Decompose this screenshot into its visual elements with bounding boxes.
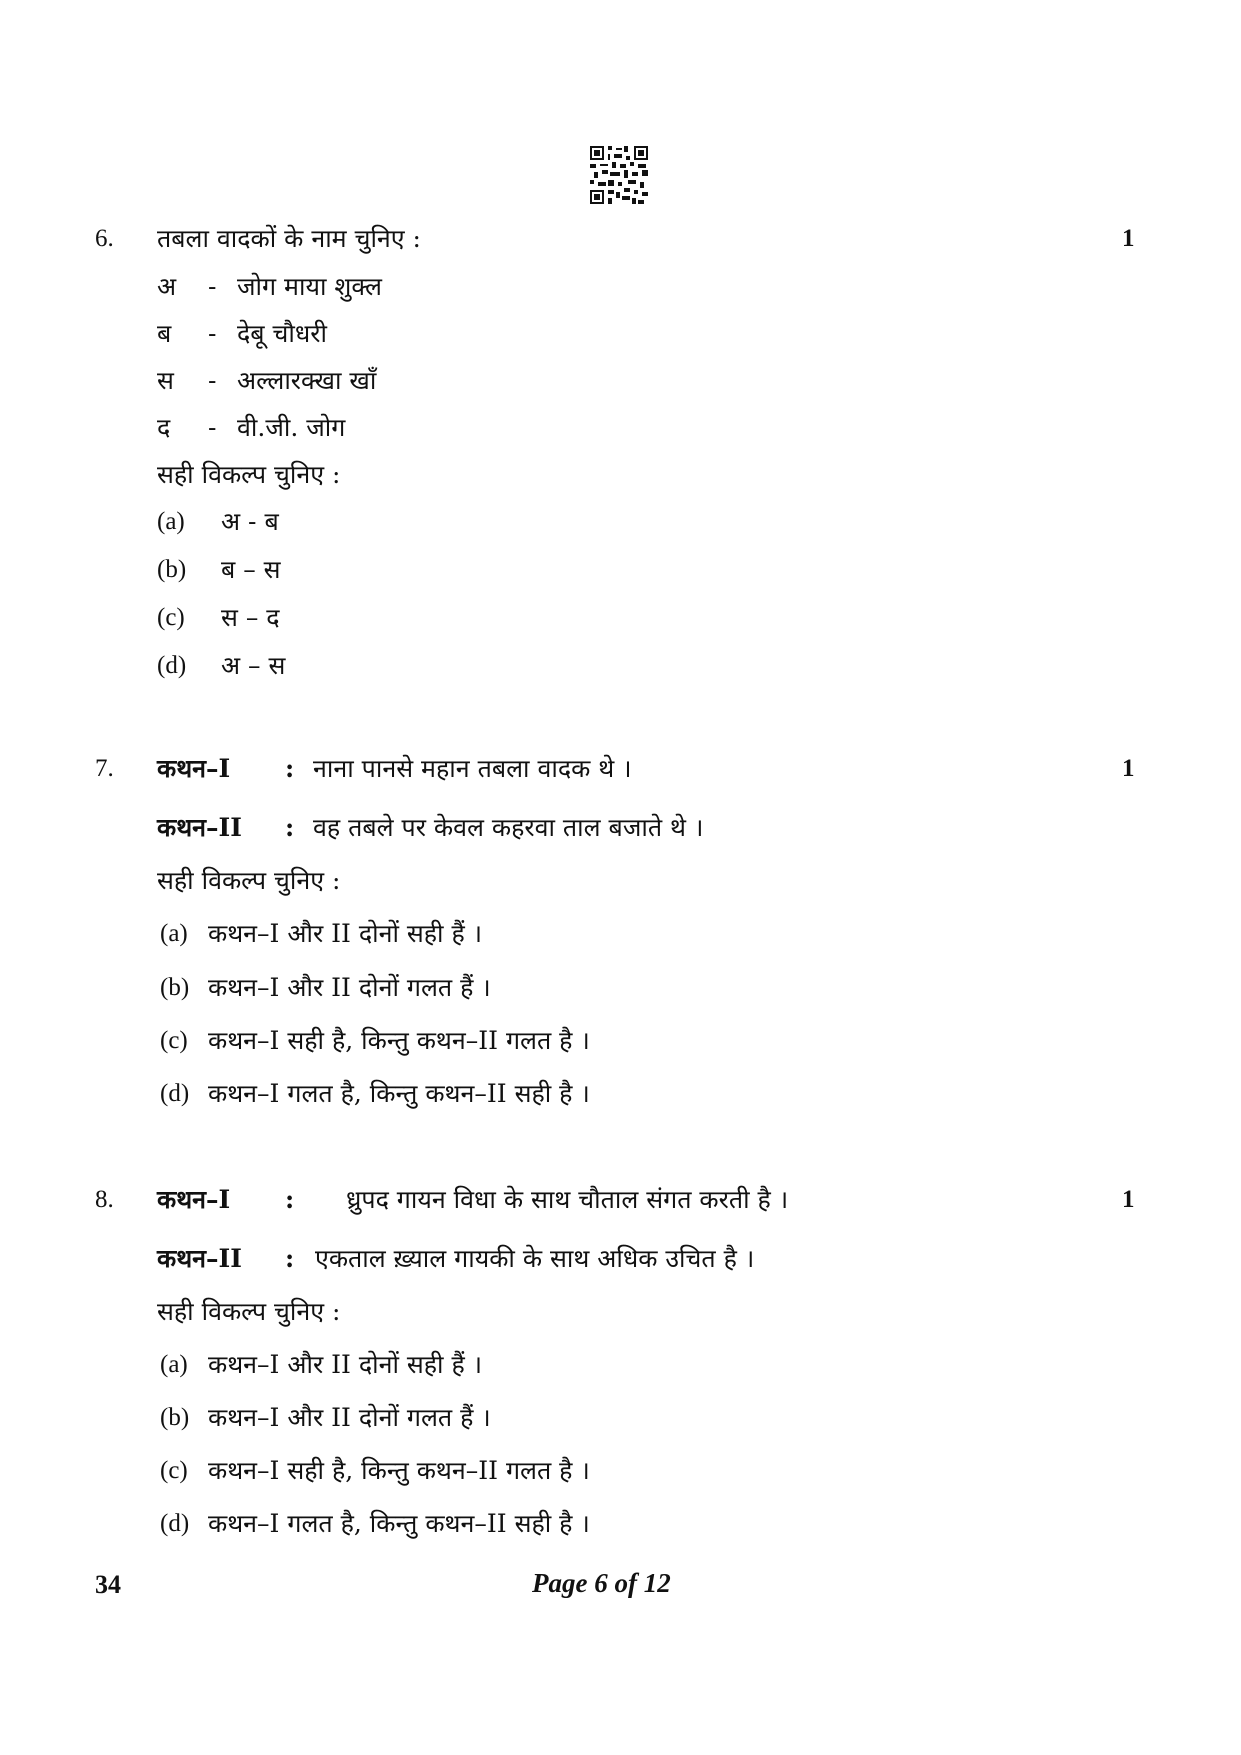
q7-statement1-label: कथन–I [157,754,231,783]
q8-statement1-text: ध्रुपद गायन विधा के साथ चौताल संगत करती है । [346,1185,789,1214]
q8-statement1-colon: : [285,1185,295,1214]
q6-item-key: स [157,366,174,395]
q6-question-text: तबला वादकों के नाम चुनिए : [157,224,421,253]
q6-item-dash: - [208,319,217,348]
q6-option-text: अ – स [221,651,286,680]
q7-statement1-colon: : [285,754,295,783]
q6-option-text: स – द [221,603,280,632]
q8-option-label: (b) [160,1404,190,1431]
q6-number: 6. [95,225,114,252]
q6-option-label: (a) [157,508,185,535]
q7-statement2-label: कथन–II [157,813,242,842]
q8-option-text: कथन–I और II दोनों सही हैं । [208,1350,483,1379]
q6-item-dash: - [208,272,217,301]
q8-option-text: कथन–I और II दोनों गलत हैं । [208,1403,491,1432]
q8-option-label: (a) [160,1351,188,1378]
q7-statement2-text: वह तबले पर केवल कहरवा ताल बजाते थे । [313,813,704,842]
q6-item-value: वी.जी. जोग [237,413,346,442]
q8-statement1-label: कथन–I [157,1185,231,1214]
q6-option-text: अ - ब [221,507,279,536]
qr-code-icon [590,146,648,204]
q7-option-label: (d) [160,1080,190,1107]
q6-item-key: ब [157,319,172,348]
q6-prompt: सही विकल्प चुनिए : [157,460,341,489]
q7-option-label: (b) [160,974,190,1001]
q7-option-text: कथन–I सही है, किन्तु कथन–II गलत है । [208,1026,590,1055]
q8-number: 8. [95,1186,114,1213]
q6-item-value: अल्लारक्खा खाँ [237,366,377,395]
q6-item-value: देबू चौधरी [237,319,327,348]
q6-item-value: जोग माया शुक्ल [237,272,382,301]
page-number: Page 6 of 12 [532,1568,671,1598]
q6-item-dash: - [208,366,217,395]
q6-option-label: (d) [157,652,187,679]
q8-prompt: सही विकल्प चुनिए : [157,1297,341,1326]
q7-prompt: सही विकल्प चुनिए : [157,866,341,895]
q7-statement2-colon: : [285,813,295,842]
q8-option-label: (c) [160,1457,188,1484]
q7-number: 7. [95,755,114,782]
q8-statement2-label: कथन–II [157,1244,242,1273]
q6-marks: 1 [1122,225,1135,252]
q7-option-label: (a) [160,920,188,947]
q8-statement2-colon: : [285,1244,295,1273]
q7-option-text: कथन–I गलत है, किन्तु कथन–II सही है । [208,1079,590,1108]
q6-option-text: ब – स [221,555,281,584]
q8-statement2-text: एकताल ख़्याल गायकी के साथ अधिक उचित है । [315,1244,755,1273]
q8-option-text: कथन–I गलत है, किन्तु कथन–II सही है । [208,1509,590,1538]
q8-marks: 1 [1122,1186,1135,1213]
q8-option-text: कथन–I सही है, किन्तु कथन–II गलत है । [208,1456,590,1485]
q6-option-label: (c) [157,604,185,631]
q6-option-label: (b) [157,556,187,583]
q6-item-dash: - [208,413,217,442]
q6-item-key: द [157,413,171,442]
q6-item-key: अ [157,272,177,301]
q8-option-label: (d) [160,1510,190,1537]
q7-option-text: कथन–I और II दोनों गलत हैं । [208,973,491,1002]
q7-statement1-text: नाना पानसे महान तबला वादक थे । [313,754,632,783]
q7-option-text: कथन–I और II दोनों सही हैं । [208,919,483,948]
q7-marks: 1 [1122,755,1135,782]
footer-code: 34 [95,1570,121,1599]
q7-option-label: (c) [160,1027,188,1054]
